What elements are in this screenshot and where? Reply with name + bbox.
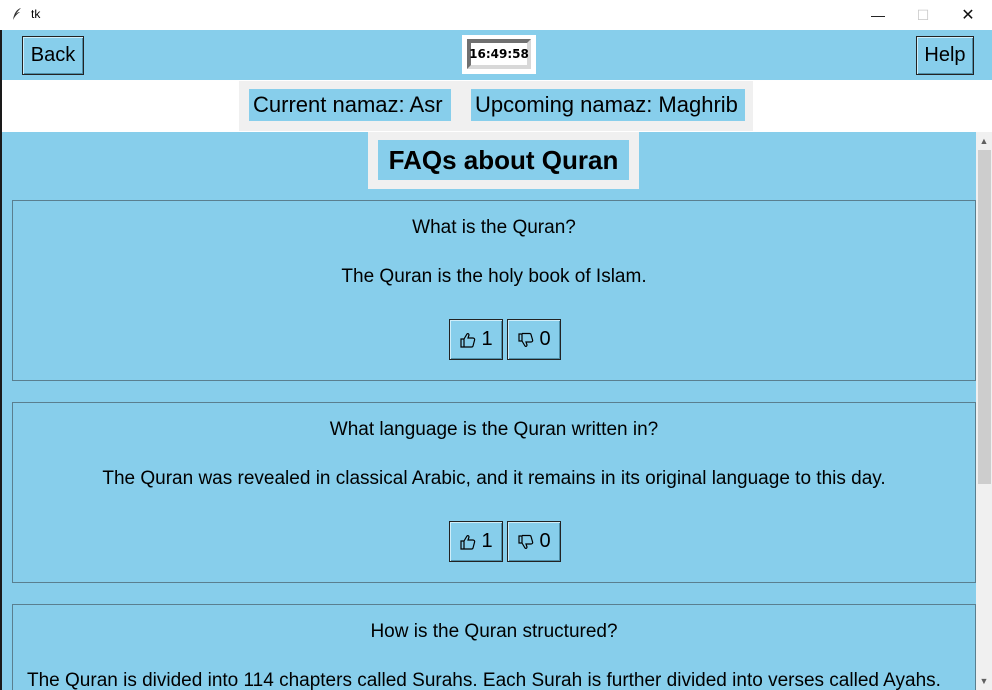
faq-question: What language is the Quran written in?: [329, 419, 659, 440]
faq-card: [12, 200, 976, 381]
like-count: 1: [481, 328, 493, 350]
vertical-scrollbar[interactable]: [976, 132, 992, 690]
like-button[interactable]: [449, 319, 503, 360]
top-toolbar: [2, 30, 992, 80]
page-title: FAQs about Quran: [378, 140, 629, 180]
scroll-thumb[interactable]: [978, 150, 991, 484]
minimize-button[interactable]: —: [871, 7, 885, 23]
faq-card: [12, 604, 976, 690]
thumbs-down-icon: [517, 533, 535, 551]
like-count: 1: [481, 530, 493, 552]
window-titlebar: [0, 0, 992, 30]
window-title: tk: [31, 7, 41, 21]
upcoming-namaz-label: Upcoming namaz: Maghrib: [471, 89, 745, 121]
faq-card: [12, 402, 976, 583]
namaz-status-bar: [239, 81, 753, 131]
thumbs-up-icon: [459, 533, 477, 551]
faq-answer: The Quran is the holy book of Islam.: [341, 266, 647, 287]
thumbs-down-icon: [517, 331, 535, 349]
faq-answer: The Quran was revealed in classical Arabic, and it remains in its original language to this day.: [102, 468, 886, 489]
close-button[interactable]: ✕: [961, 7, 975, 24]
maximize-button[interactable]: ☐: [916, 6, 930, 23]
scroll-down-arrow-icon[interactable]: ▼: [979, 676, 989, 686]
back-button[interactable]: Back: [22, 36, 84, 75]
faq-scroll-area[interactable]: [2, 132, 976, 690]
faq-answer: The Quran is divided into 114 chapters called Surahs. Each Surah is further divided into verses called Ayahs.: [27, 670, 941, 690]
current-namaz-label: Current namaz: Asr: [249, 89, 451, 121]
scroll-up-arrow-icon[interactable]: ▲: [979, 136, 989, 146]
clock-display: 16:49:58: [467, 39, 531, 69]
dislike-count: 0: [539, 328, 551, 350]
page-title-frame: [368, 132, 639, 189]
like-button[interactable]: [449, 521, 503, 562]
help-button[interactable]: Help: [916, 36, 974, 75]
dislike-button[interactable]: [507, 521, 561, 562]
dislike-button[interactable]: [507, 319, 561, 360]
clock-frame: [462, 35, 536, 74]
thumbs-up-icon: [459, 331, 477, 349]
faq-question: What is the Quran?: [412, 217, 576, 238]
feather-icon: [12, 7, 22, 24]
dislike-count: 0: [539, 530, 551, 552]
faq-question: How is the Quran structured?: [370, 621, 618, 642]
